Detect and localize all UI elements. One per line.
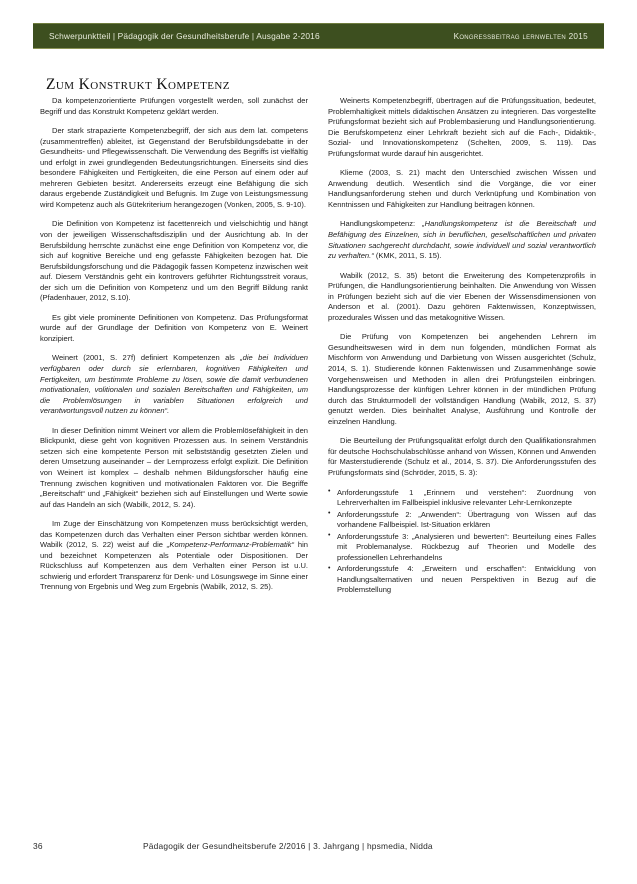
page-footer [33,838,604,854]
list-item: • Anforderungsstufe 4: „Erweitern und erschaffen“: Entwicklung von Handlungsalternativen und neuen Perspektiven in Bezug auf die Problemstellung [328,564,596,596]
weinert-definition-paragraph [40,353,308,416]
paragraph-part-a: Im Zuge der Einschätzung von Kompetenzen muss berücksichtigt werden, das Kompetenzen durch das Verhalten einer Person sichtbar werden können. Wabilk (2012, S. 22) weist auf die [40,519,308,550]
weinert-quote-text: „die bei Individuen verfügbaren oder durch sie erlernbaren, kognitiven Fähigkeiten und Fertigkeiten, um bestimmte Probleme zu lösen, sowie die damit verbundenen motivationalen, volitionalen und sozialen Bereitschaften und Fähigkeiten, um die Problemlösungen in variablen Situationen erfolgreich und verantwortungsvoll nutzen zu können“. [40,353,308,416]
anforderungsstufen-list [328,488,596,596]
paragraph: Die Prüfung von Kompetenzen bei angehenden Lehrern im Gesundheitswesen wird in dem nun folgenden, mündlichen Format als Mischform von Anwendung und Darbietung von Wissen ausgerichtet (Schulz, 2014, S. 1). Studierende können Faktenwissen und Zusammenhänge sowie Vorgehensweisen und Methoden in allen drei Prüfungsteilen einbringen. Handlungsprozesse der künftigen Lehrer können in der mündlichen Prüfung durch das Strukturmodell der vollständigen Handlung (Wabilk, 2012, S. 37) genutzt werden. Dies beinhaltet Analyse, Ausführung und Kontrolle der einzelnen Handlung. [328,332,596,426]
page-number: 36 [33,841,43,851]
handlungskompetenz-lead: Handlungskompetenz: [340,219,423,229]
handlungskompetenz-quote: „Handlungskompetenz ist die Bereitschaft und Befähigung des Einzelnen, sich in beruflichen, gesellschaftlichen und privaten Situationen sachgerecht durchdacht, sowie individuell und sozial verantwortlich zu verhalten.“ [328,219,596,261]
paragraph: Wabilk (2012, S. 35) betont die Erweiterung des Kompetenzprofils in Prüfungen, die Handlungsorientierung beinhalten. Die Anwendung von Wissen in Prüfungen bezieht sich auf die vier Ebenen der Wissensdimensionen von Anderson et al. (2001). Dazu gehören Faktenwissen, Konzeptwissen, prozedurales Wissen und das metakognitive Wissen. [328,270,596,322]
paragraph: Die Definition von Kompetenz ist facettenreich und vielschichtig und hängt von der jeweiligen Wissenschaftsdisziplin und der Ausrichtung ab. In der Berufsbildung herrschte zunächst eine enge Definition von Kompetenz vor, die sich auf kognitive Bereiche und eng gefasste Fähigkeiten bezogen hat. Die Berufsbildungsforschung und die Pädagogik fassen Kompetenz inzwischen weit auf. Diesem Verständnis geht ein kontrovers geführter Richtungsstreit voraus, der sich um die Definition von Kompetenz und um den Begriff Bildung rankt (Pfadenhauer, 2012, S.10). [40,219,308,303]
paragraph: Weinerts Kompetenzbegriff, übertragen auf die Prüfungssituation, bedeutet, Problemhaltigkeit mittels didaktischen Ansätzen zu integrieren. Das vorgestellte Prüfungsformat bezieht sich auf Problembasierung und Handlungsorientierung. Die Berufskompetenz einer Lehrkraft bezieht sich auf die Fach-, Didaktik-, Sozial- und Innovationskompetenz (Schelten, 2009, S. 119). Das Prüfungsformat wurde darauf hin ausgerichtet. [328,96,596,158]
list-item: • Anforderungsstufe 1 „Erinnern und verstehen“: Zuordnung von Lehrerverhalten im Fallbeispiel inklusive relevanter Lehr-Lernkonzepte [328,488,596,509]
paragraph: Klieme (2003, S. 21) macht den Unterschied zwischen Wissen und Anwendung deutlich. Wesentlich sind die Vorgänge, die vor einer Handlungsanforderung stehen und durch Verknüpfung und Kombination von Kenntnissen und Fähigkeiten zur Handlung beitragen können. [328,168,596,209]
paragraph: Der stark strapazierte Kompetenzbegriff, der sich aus dem lat. competens (zusammentreffen) ableitet, ist Gegenstand der Berufsbildungsdebatte in der Gesundheits- und Pflegewissenschaft. Die Verwendung des Begriffs ist vielfältig und erfolgt in zwei grundlegenden Bedeutungsrichtungen. Einerseits sind dies besondere Fähigkeiten und Fertigkeiten, die eine Person auf einem oder auf mehreren Gebieten besitzt. Andererseits erzeugt eine Befähigung die sich daraus ergebende Zuständigkeit und Befugnis. Im Zuge von Leistungsmessung wird Kompetenz auch als Gütekriterium herangezogen (Vonken, 2005, S. 9-10). [40,126,308,209]
paragraph-part-c: hin und bezeichnet Kompetenzen als Potentiale oder Dispositionen. Der Rückschluss auf Kompetenzen aus dem Verhalten einer Person ist u.U. schwierig und erfordert Transparenz für Denk- und Lösungswege im Sinne einer Trennung von Ergebnis und Weg zum Ergebnis (Wabilk, 2012, S. 25). [40,540,308,592]
paragraph: Es gibt viele prominente Definitionen von Kompetenz. Das Prüfungsformat wurde auf der Grundlage der Definition von Kompetenz von E. Weinert konzipiert. [40,312,308,343]
paragraph: Die Beurteilung der Prüfungsqualität erfolgt durch den Qualifikationsrahmen für deutsche Hochschulabschlüsse anhand von Wissen, Können und Anwenden für Masterstudierende (Schulz et al., 2014, S. 37). Die Anforderungsstufen des Prüfungsformats sind (Schröder, 2015, S. 3): [328,436,596,477]
kompetenz-performanz-paragraph [40,519,308,593]
handlungskompetenz-paragraph [328,219,596,261]
running-head-right: kongressbeitrag lernwelten 2015 [453,31,588,41]
handlungskompetenz-citation: (KMK, 2011, S. 15). [373,251,442,261]
right-text-column [328,96,596,597]
footer-imprint: Pädagogik der Gesundheitsberufe 2/2016 | 3. Jahrgang | hpsmedia, Nidda [143,841,433,851]
kompetenz-performanz-term: „Kompetenz-Performanz-Problematik“ [166,540,295,550]
article-title: Zum Konstrukt Kompetenz [46,76,230,94]
weinert-lead-text: Weinert (2001, S. 27f) definiert Kompetenzen als [52,353,241,363]
running-head-left: Schwerpunktteil | Pädagogik der Gesundheitsberufe | Ausgabe 2-2016 [49,31,320,41]
list-item: • Anforderungsstufe 2: „Anwenden“: Übertragung von Wissen auf das vorhandene Fallbeispiel. Ist-Situation erklären [328,510,596,531]
left-text-column [40,96,308,602]
list-item: • Anforderungsstufe 3: „Analysieren und bewerten“: Beurteilung eines Falles mit Problemanalyse. Rückbezug auf Theorien und Modelle des professionellen Lehrerhandelns [328,532,596,564]
paragraph: Da kompetenzorientierte Prüfungen vorgestellt werden, soll zunächst der Begriff und das Konstrukt Kompetenz geklärt werden. [40,96,308,116]
paragraph: In dieser Definition nimmt Weinert vor allem die Problemlösefähigkeit in den Blickpunkt, diese geht von kognitiven Prozessen aus. In seinem Verständnis setzen sich eine kompetente Person mit selbstständig gesetzten Zielen und deren Umsetzung auseinander – der Lernprozess erfolgt explizit. Die Definition von Weinert ist komplex – deshalb nehmen Bildungsforscher häufig eine Trennung zwischen kognitiven und motivationalen Faktoren vor. Die Begriffe „Bereitschaft“ und „Fähigkeit“ beziehen sich auf Einstellungen und Werte sowie auf das Handeln an sich (Wabilk, 2012, S. 24). [40,425,308,509]
running-head-bar [33,23,604,49]
